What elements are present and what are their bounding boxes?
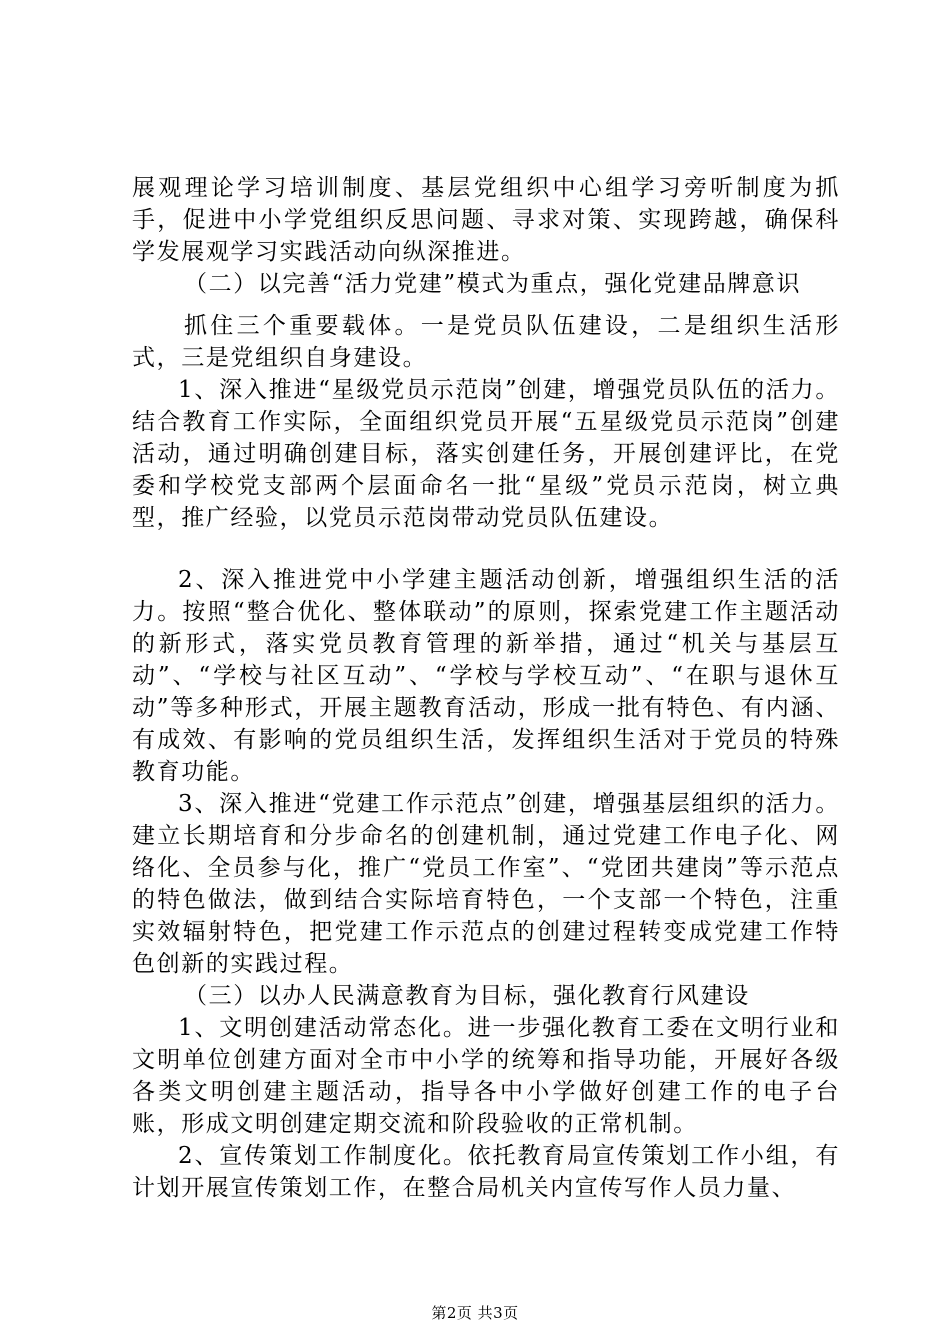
paragraph-civilization: 1、文明创建活动常态化。进一步强化教育工委在文明行业和文明单位创建方面对全市中小学的统筹和指导功能，开展好各级各类文明创建主题活动，指导各中小学做好创建工作的电子台账，形成文明创建定期交流和阶段验收的正常机制。 bbox=[132, 1015, 840, 1137]
section-heading-three: （三）以办人民满意教育为目标，强化教育行风建设 bbox=[184, 983, 750, 1009]
paragraph-item-2: 2、深入推进党中小学建主题活动创新，增强组织生活的活力。按照“整合优化、整体联动”的原则，探索党建工作主题活动的新形式，落实党员教育管理的新举措，通过“机关与基层互动”、“学校与社区互动”、“学校与学校互动”、“在职与退休互动”等多种形式，开展主题教育活动，形成一批有特色、有内涵、有成效、有影响的党员组织生活，发挥组织生活对于党员的特殊教育功能。 bbox=[132, 567, 840, 785]
paragraph-publicity: 2、宣传策划工作制度化。依托教育局宣传策划工作小组，有计划开展宣传策划工作，在整合局机关内宣传写作人员力量、 bbox=[132, 1143, 840, 1201]
paragraph-continuation: 展观理论学习培训制度、基层党组织中心组学习旁听制度为抓手，促进中小学党组织反思问题、寻求对策、实现跨越，确保科学发展观学习实践活动向纵深推进。 bbox=[132, 175, 840, 265]
document-body bbox=[132, 172, 840, 1204]
paragraph-item-3: 3、深入推进“党建工作示范点”创建，增强基层组织的活力。建立长期培育和分步命名的创建机制，通过党建工作电子化、网络化、全员参与化，推广“党员工作室”、“党团共建岗”等示范点的特色做法，做到结合实际培育特色，一个支部一个特色，注重实效辐射特色，把党建工作示范点的创建过程转变成党建工作特色创新的实践过程。 bbox=[132, 791, 840, 977]
paragraph-carriers: 抓住三个重要载体。一是党员队伍建设，二是组织生活形式，三是党组织自身建设。 bbox=[132, 313, 840, 371]
section-heading-two: （二）以完善“活力党建”模式为重点，强化党建品牌意识 bbox=[184, 271, 802, 297]
page-footer: 第2页 共3页 bbox=[431, 1304, 519, 1322]
paragraph-item-1: 1、深入推进“星级党员示范岗”创建，增强党员队伍的活力。结合教育工作实际，全面组织党员开展“五星级党员示范岗”创建活动，通过明确创建目标，落实创建任务，开展创建评比，在党委和学校党支部两个层面命名一批“星级”党员示范岗，树立典型，推广经验，以党员示范岗带动党员队伍建设。 bbox=[132, 377, 840, 531]
